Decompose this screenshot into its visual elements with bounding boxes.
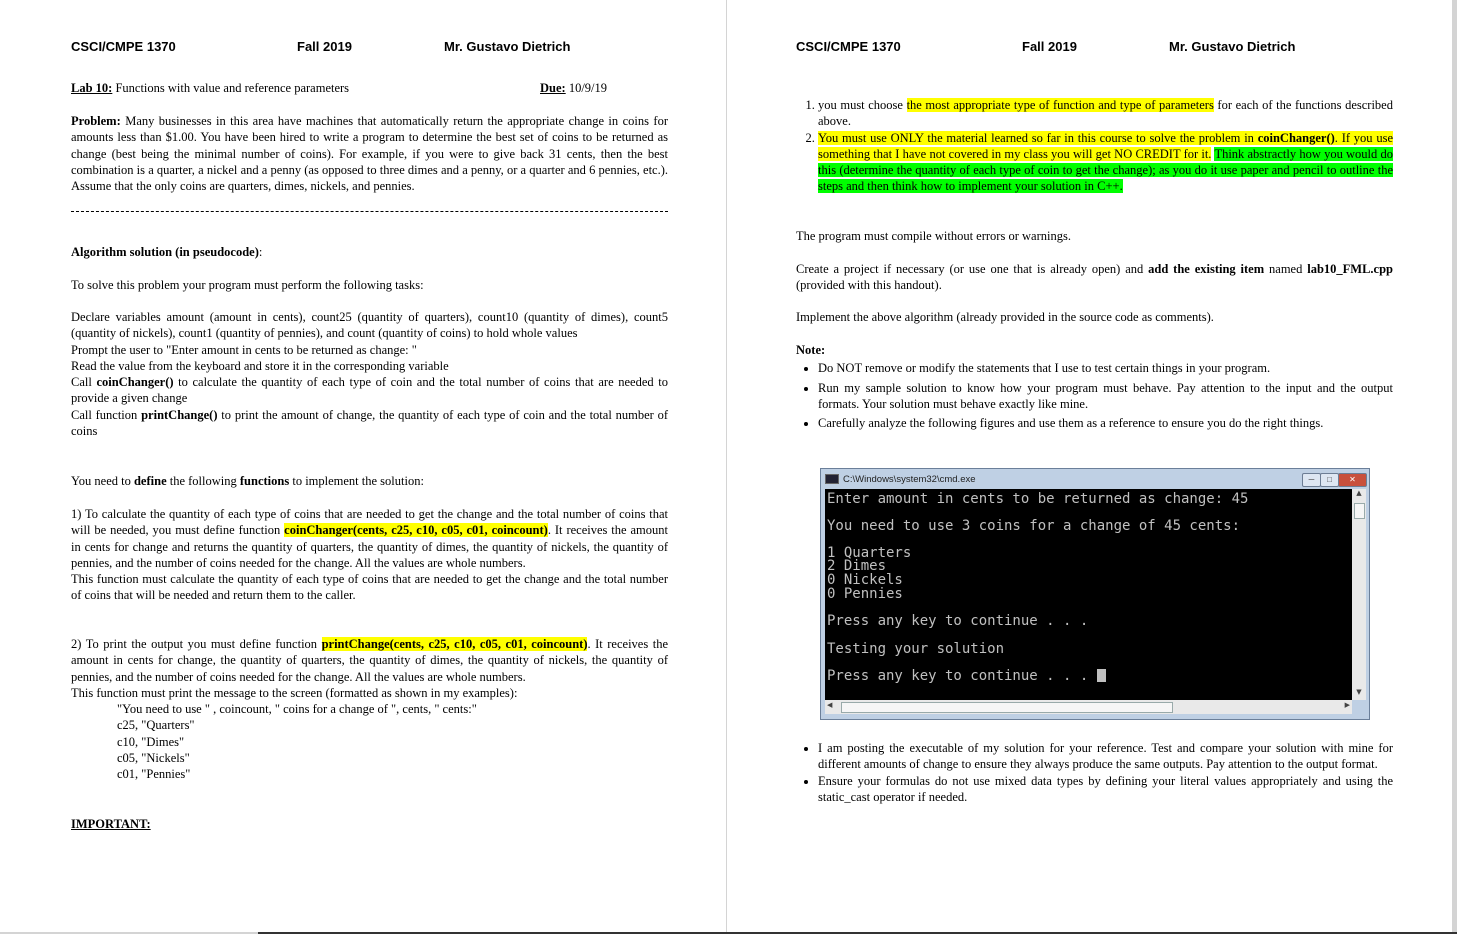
create-pre: Create a project if necessary (or use one that is already open) and — [796, 262, 1149, 276]
print-line: "You need to use " , coincount, " coins for a change of ", cents, " cents:" — [117, 702, 477, 717]
scroll-down-icon[interactable]: ▼ — [1356, 688, 1362, 696]
note-item: • I am posting the executable of my solution for your reference. Test and compare your solution with mine for different amounts of change to ensure they always produce the same outputs. Pay attention to the output format. — [818, 740, 1393, 773]
note-item: • Do NOT remove or modify the statements that I use to test certain things in your program. — [818, 360, 1393, 376]
implement-line: Implement the above algorithm (already provided in the source code as comments). — [796, 310, 1214, 324]
console-title-bar — [825, 474, 976, 485]
function1-block — [71, 506, 668, 604]
console-title: C:\Windows\system32\cmd.exe — [843, 474, 976, 485]
f2-signature: printChange(cents, c25, c10, c05, c01, coincount) — [321, 637, 588, 651]
function1-desc — [71, 506, 668, 571]
f2-post: . It receives the amount in cents for change, the quantity of quarters, the quantity of dimes, the quantity of nickels, the quantity of pennies, and the number of coins needed for the change. All the values are whole numbers. — [71, 637, 668, 684]
header-instructor: Mr. Gustavo Dietrich — [1169, 39, 1296, 54]
print-line: c25, "Quarters" — [117, 718, 195, 733]
due-label: Due: — [540, 81, 566, 95]
requirement-1 — [818, 97, 1393, 130]
create-mid: named — [1264, 262, 1308, 276]
due-line — [540, 80, 668, 96]
console-line: Testing your solution — [827, 641, 1005, 657]
note-item: • Carefully analyze the following figures and use them as a reference to ensure you do the right things. — [818, 415, 1393, 431]
requirement-2 — [818, 130, 1393, 195]
call-coinchanger-step — [71, 374, 668, 407]
call2-post: to print the amount of change, the quantity of each type of coin and the total number of coins — [71, 407, 668, 439]
print-line: c01, "Pennies" — [117, 767, 191, 782]
item2-fn: coinChanger() — [1257, 130, 1335, 145]
function2-desc — [71, 636, 668, 685]
requirements-list — [796, 97, 1393, 195]
define-b1: define — [133, 474, 167, 488]
function2-block — [71, 636, 668, 783]
note-item: • Ensure your formulas do not use mixed data types by defining your literal values appropriately and using the static_cast operator if needed. — [818, 773, 1393, 806]
important-label: IMPORTANT: — [71, 817, 151, 831]
print-line: c05, "Nickels" — [117, 751, 190, 766]
note-item: • Run my sample solution to know how your program must behave. Pay attention to the input and the output formats. Your solution must behave exactly like mine. — [818, 380, 1393, 413]
header-instructor: Mr. Gustavo Dietrich — [444, 39, 571, 54]
algo-heading-line — [71, 244, 668, 260]
create-bold: add the existing item — [1148, 262, 1265, 276]
header-term: Fall 2019 — [1022, 39, 1077, 54]
call-printchange-step — [71, 407, 668, 440]
horizontal-scrollbar[interactable] — [825, 700, 1352, 714]
important-heading — [71, 816, 668, 832]
scroll-up-icon[interactable]: ▲ — [1356, 489, 1362, 497]
lab-label: Lab 10: — [71, 81, 113, 95]
notes2-block — [796, 740, 1393, 805]
function2-line2: This function must print the message to the screen (formatted as shown in my examples): — [71, 685, 518, 700]
call1-pre: Call — [71, 375, 97, 390]
declare-step: Declare variables amount (amount in cents), count25 (quantity of quarters), count10 (quantity of dimes), count5 (quantity of nickels), count1 (quantity of pennies), and count (quantity of coins) to hold whole values — [71, 310, 668, 341]
due-date: 10/9/19 — [565, 81, 608, 95]
scroll-right-icon[interactable]: ▶ — [1344, 701, 1350, 709]
console-line: 0 Nickels — [827, 572, 903, 588]
f1-signature: coinChanger(cents, c25, c10, c05, c01, coincount) — [284, 523, 548, 538]
function1-line2: This function must calculate the quantity of each type of coins that are needed to get the change and the total number of coins that will be needed and return them to the caller. — [71, 572, 668, 603]
note-label: Note: — [796, 343, 826, 357]
console-line: 1 Quarters — [827, 545, 912, 561]
header-course: CSCI/CMPE 1370 — [71, 39, 176, 54]
item2-green-highlight: Think abstractly how you would do this (determine the quantity of each type of coin to get the change); as you do it use paper and pencil to outline the steps and then think how to implement your solution in C++. — [818, 146, 1393, 194]
create-project-line — [796, 261, 1393, 294]
problem-paragraph — [71, 113, 668, 194]
console-line: You need to use 3 coins for a change of 45 cents: — [827, 518, 1241, 534]
console-line: 0 Pennies — [827, 586, 903, 602]
console-output — [825, 489, 1352, 700]
problem-text: Many businesses in this area have machines that automatically return the appropriate change in coins for amounts less than $1.00. You have been hired to write a program to determine the best set of coins to be returned as change (best being the minimal number of coins). For example, if you were to give back 31 cents, then the best combination is a quarter, a nickel and a penny (as opposed to three dimes and a penny, or a quarter and 6 pennies, etc.). Assume that the only coins are quarters, dimes, nickels, and pennies. — [71, 114, 668, 194]
lab-title: Functions with value and reference parameters — [112, 81, 350, 95]
header-course: CSCI/CMPE 1370 — [796, 39, 901, 54]
prompt-step: Prompt the user to "Enter amount in cents to be returned as change: " — [71, 342, 417, 357]
call2-pre: Call function — [71, 407, 142, 422]
create-file: lab10_FML.cpp — [1307, 262, 1393, 276]
close-button[interactable]: ✕ — [1338, 473, 1367, 487]
call2-fn: printChange() — [141, 407, 218, 422]
console-line: Enter amount in cents to be returned as change: 45 — [827, 491, 1249, 507]
console-last-line — [827, 668, 1106, 684]
lab-title-line — [71, 80, 541, 96]
algo-heading: Algorithm solution (in pseudocode) — [71, 245, 259, 259]
page-left — [0, 0, 726, 932]
item2-highlight-2: . If you use something that I have not covered in my class you will get NO CREDIT for it. — [818, 130, 1393, 161]
compile-line: The program must compile without errors or warnings. — [796, 229, 1071, 243]
define-b2: functions — [239, 474, 290, 488]
scroll-thumb[interactable] — [1354, 503, 1365, 519]
pseudocode-block — [71, 309, 668, 439]
console-line: 2 Dimes — [827, 558, 887, 574]
call1-post: to calculate the quantity of each type of coin and the total number of coins that are needed to provide a given change — [71, 375, 668, 406]
console-window — [820, 468, 1370, 720]
problem-label: Problem: — [71, 114, 121, 128]
f1-pre: 1) To calculate the quantity of each type of coins that are needed to get the change and the total number of coins that will be needed, you must define function — [71, 507, 668, 538]
dashed-divider — [71, 211, 668, 212]
item1-post: for each of the functions described above. — [818, 98, 1393, 129]
console-app-icon — [825, 474, 839, 484]
define-post: to implement the solution: — [289, 474, 424, 488]
define-mid: the following — [166, 474, 240, 488]
item2-highlight: You must use ONLY the material learned so far in this course to solve the problem in — [818, 130, 1258, 145]
read-step: Read the value from the keyboard and store it in the corresponding variable — [71, 358, 449, 373]
console-line: Press any key to continue . . . — [827, 668, 1097, 684]
print-line: c10, "Dimes" — [117, 734, 185, 749]
define-pre: You need to — [71, 474, 134, 488]
cursor-block — [1097, 669, 1106, 682]
scroll-left-icon[interactable]: ◀ — [827, 701, 833, 709]
minimize-button[interactable]: ─ — [1302, 473, 1321, 487]
algo-colon: : — [258, 245, 263, 259]
notes-block — [796, 342, 1393, 431]
tasks-intro: To solve this problem your program must perform the following tasks: — [71, 278, 424, 292]
console-line: Press any key to continue . . . — [827, 613, 1089, 629]
create-post: (provided with this handout). — [796, 278, 942, 293]
item1-highlight: the most appropriate type of function and type of parameters — [906, 98, 1214, 112]
f1-post: . It receives the amount in cents for change and returns the quantity of quarters, the quantity of dimes, the quantity of nickels, the quantity of pennies, and the number of coins needed for the change. All the values are whole numbers. — [71, 523, 668, 570]
vertical-scrollbar[interactable] — [1352, 489, 1366, 700]
f2-pre: 2) To print the output you must define function — [71, 637, 322, 651]
maximize-button[interactable]: □ — [1320, 473, 1339, 487]
hscroll-thumb[interactable] — [841, 702, 1173, 713]
call1-fn: coinChanger() — [96, 375, 174, 390]
item1-pre: you must choose — [818, 98, 907, 112]
header-term: Fall 2019 — [297, 39, 352, 54]
define-line — [71, 473, 668, 489]
